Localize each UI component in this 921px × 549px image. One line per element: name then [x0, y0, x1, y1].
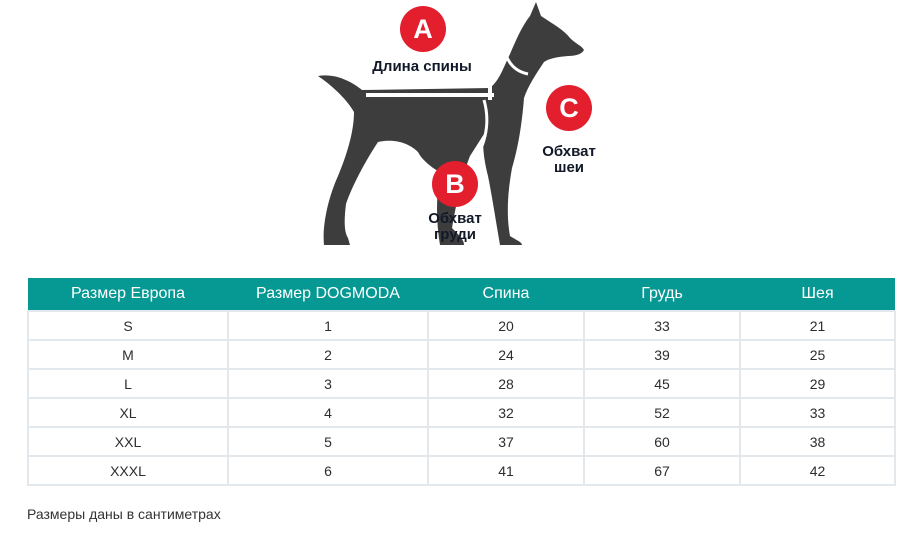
cell-dogmoda-size: 1 — [228, 311, 428, 340]
cell-neck: 21 — [740, 311, 895, 340]
chest-girth-label — [405, 211, 505, 243]
cell-back: 37 — [428, 427, 584, 456]
neck-girth-label — [519, 144, 619, 176]
cell-dogmoda-size: 3 — [228, 369, 428, 398]
cell-chest: 33 — [584, 311, 740, 340]
back-measure-line — [366, 93, 494, 97]
chest-girth-label-line1: Обхват — [428, 210, 482, 227]
cell-back: 32 — [428, 398, 584, 427]
cell-back: 41 — [428, 456, 584, 485]
cell-eu-size: M — [28, 340, 228, 369]
cell-chest: 67 — [584, 456, 740, 485]
table-row — [28, 311, 895, 340]
back-length-label: Длина спины — [372, 58, 472, 75]
cell-dogmoda-size: 2 — [228, 340, 428, 369]
cell-eu-size: S — [28, 311, 228, 340]
header-chest: Грудь — [584, 278, 740, 311]
neck-girth-label-line2: шеи — [553, 159, 585, 176]
neck-girth-label-line1: Обхват — [542, 143, 596, 160]
cell-dogmoda-size: 6 — [228, 456, 428, 485]
cell-eu-size: XL — [28, 398, 228, 427]
table-row — [28, 456, 895, 485]
cell-back: 28 — [428, 369, 584, 398]
cell-chest: 45 — [584, 369, 740, 398]
units-note: Размеры даны в сантиметрах — [27, 506, 221, 522]
table-row — [28, 398, 895, 427]
cell-eu-size: L — [28, 369, 228, 398]
cell-neck: 29 — [740, 369, 895, 398]
table-row — [28, 427, 895, 456]
cell-back: 20 — [428, 311, 584, 340]
badge-c: C — [546, 85, 592, 131]
badge-a: A — [400, 6, 446, 52]
cell-neck: 33 — [740, 398, 895, 427]
cell-eu-size: XXXL — [28, 456, 228, 485]
header-back: Спина — [428, 278, 584, 311]
cell-back: 24 — [428, 340, 584, 369]
cell-dogmoda-size: 5 — [228, 427, 428, 456]
dog-measurement-diagram — [0, 0, 921, 260]
header-neck: Шея — [740, 278, 895, 311]
table-row — [28, 340, 895, 369]
chest-girth-label-line2: груди — [434, 226, 476, 243]
header-eu-size: Размер Европа — [28, 278, 228, 311]
size-table — [27, 278, 896, 486]
cell-neck: 42 — [740, 456, 895, 485]
cell-chest: 52 — [584, 398, 740, 427]
badge-b: B — [432, 161, 478, 207]
header-dogmoda-size: Размер DOGMODA — [228, 278, 428, 311]
table-header-row — [28, 278, 895, 311]
table-row — [28, 369, 895, 398]
cell-chest: 39 — [584, 340, 740, 369]
cell-eu-size: XXL — [28, 427, 228, 456]
cell-neck: 38 — [740, 427, 895, 456]
cell-dogmoda-size: 4 — [228, 398, 428, 427]
cell-neck: 25 — [740, 340, 895, 369]
cell-chest: 60 — [584, 427, 740, 456]
